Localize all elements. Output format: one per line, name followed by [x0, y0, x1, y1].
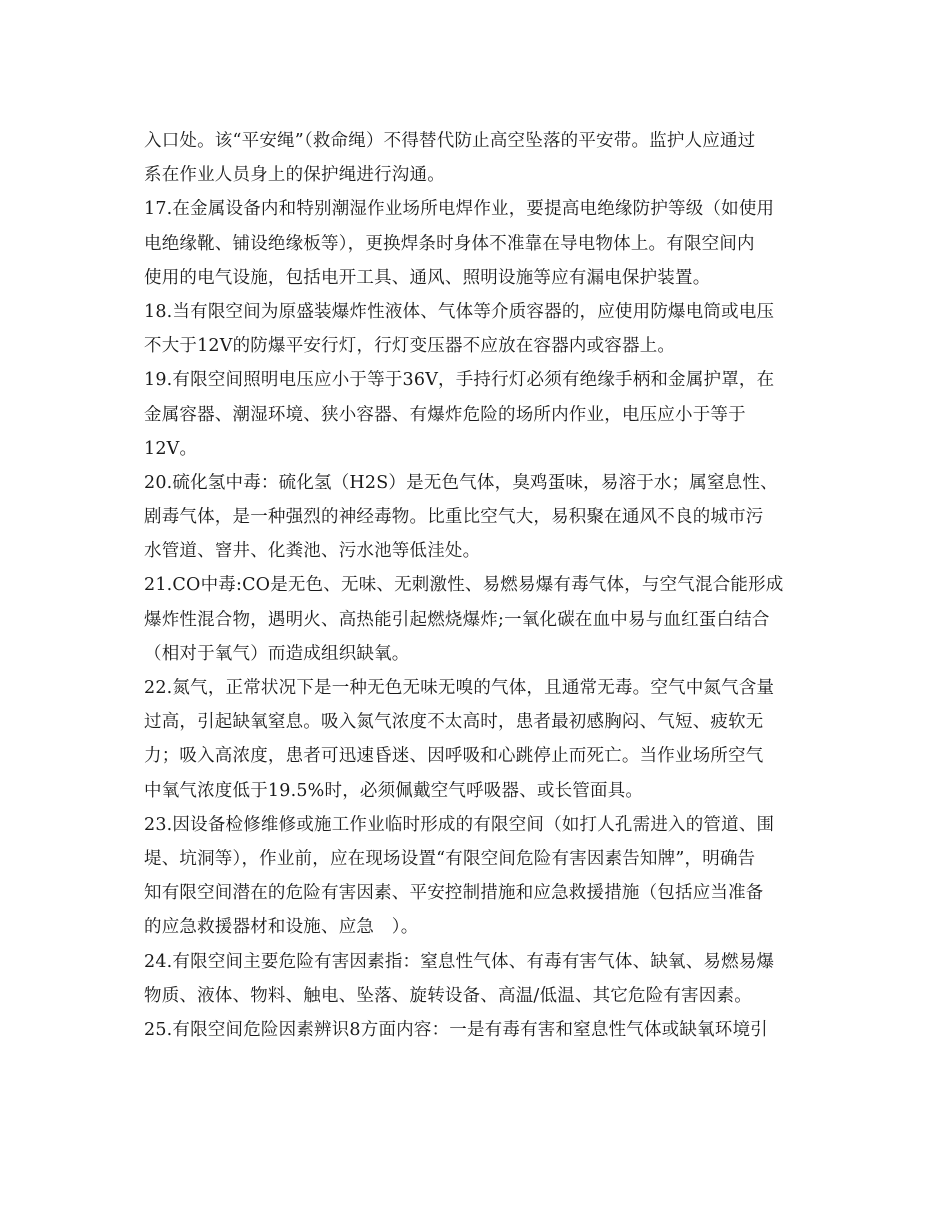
- text-line: 入口处。该“平安绳”（救命绳）不得替代防止高空坠落的平安带。监护人应通过: [144, 131, 756, 151]
- text-line: 过高，引起缺氧窒息。吸入氮气浓度不太高时，患者最初感胸闷、气短、疲软无: [144, 712, 764, 733]
- text-line: 电绝缘靴、铺设绝缘板等），更换焊条时身体不准靠在导电物体上。有限空间内: [144, 233, 755, 254]
- paragraph-item-19: [144, 363, 808, 466]
- text-line: 使用的电气设施，包括电开工具、通风、照明设施等应有漏电保护装置。: [144, 267, 711, 288]
- text-line: 知有限空间潜在的危险有害因素、平安控制措施和应急救援措施（包括应当准备: [144, 883, 764, 904]
- text-line: 力；吸入高浓度，患者可迅速昏迷、因呼吸和心跳停止而死亡。当作业场所空气: [144, 746, 764, 767]
- paragraph-item-22: [144, 671, 808, 808]
- paragraph-item-17: [144, 192, 808, 295]
- paragraph-item-21: [144, 568, 808, 671]
- text-line: 爆炸性混合物，遇明火、高热能引起燃烧爆炸;一氧化碳在血中易与血红蛋白结合: [144, 609, 770, 630]
- paragraph-item-24: [144, 945, 808, 1013]
- text-line: 17.在金属设备内和特别潮湿作业场所电焊作业，要提高电绝缘防护等级（如使用: [144, 199, 775, 220]
- document-body: [144, 124, 808, 1047]
- paragraph-intro: [144, 124, 808, 192]
- text-line: 水管道、窨井、化粪池、污水池等低洼处。: [144, 541, 481, 562]
- text-line: 中氧气浓度低于19.5%时，必须佩戴空气呼吸器、或长管面具。: [144, 780, 644, 801]
- text-line: 的应急救援器材和设施、应急 ）。: [144, 917, 419, 938]
- paragraph-item-18: [144, 295, 808, 363]
- text-line: 23.因设备检修维修或施工作业临时形成的有限空间（如打人孔需进入的管道、围: [144, 814, 775, 835]
- text-line: 系在作业人员身上的保护绳进行沟通。: [144, 165, 445, 186]
- text-line: 21.CO中毒:CO是无色、无味、无刺激性、易燃易爆有毒气体，与空气混合能形成: [144, 575, 784, 596]
- text-line: 金属容器、潮湿环境、狭小容器、有爆炸危险的场所内作业，电压应小于等于: [144, 404, 746, 425]
- text-line: 25.有限空间危险因素辨识8方面内容：一是有毒有害和窒息性气体或缺氧环境引: [144, 1019, 768, 1040]
- text-line: 物质、液体、物料、触电、坠落、旋转设备、高温/低温、其它危险有害因素。: [144, 985, 752, 1006]
- text-line: 24.有限空间主要危险有害因素指：窒息性气体、有毒有害气体、缺氧、易燃易爆: [144, 951, 775, 972]
- text-line: 22.氮气，正常状况下是一种无色无味无嗅的气体，且通常无毒。空气中氮气含量: [144, 678, 775, 698]
- text-line: 不大于12V的防爆平安行灯，行灯变压器不应放在容器内或容器上。: [144, 336, 676, 357]
- text-line: 12V。: [144, 438, 198, 459]
- paragraph-item-23: [144, 808, 808, 945]
- text-line: 19.有限空间照明电压应小于等于36V，手持行灯必须有绝缘手柄和金属护罩，在: [144, 370, 775, 391]
- text-line: 剧毒气体，是一种强烈的神经毒物。比重比空气大，易积聚在通风不良的城市污: [144, 507, 764, 528]
- text-line: 堤、坑洞等），作业前，应在现场设置“有限空间危险有害因素告知牌”，明确告: [144, 848, 756, 869]
- text-line: （相对于氧气）而造成组织缺氧。: [144, 643, 410, 664]
- paragraph-item-20: [144, 466, 808, 569]
- text-line: 20.硫化氢中毒：硫化氢（H2S）是无色气体，臭鸡蛋味，易溶于水；属窒息性、: [144, 472, 778, 493]
- paragraph-item-25: [144, 1013, 808, 1047]
- text-line: 18.当有限空间为原盛装爆炸性液体、气体等介质容器的，应使用防爆电筒或电压: [144, 301, 775, 322]
